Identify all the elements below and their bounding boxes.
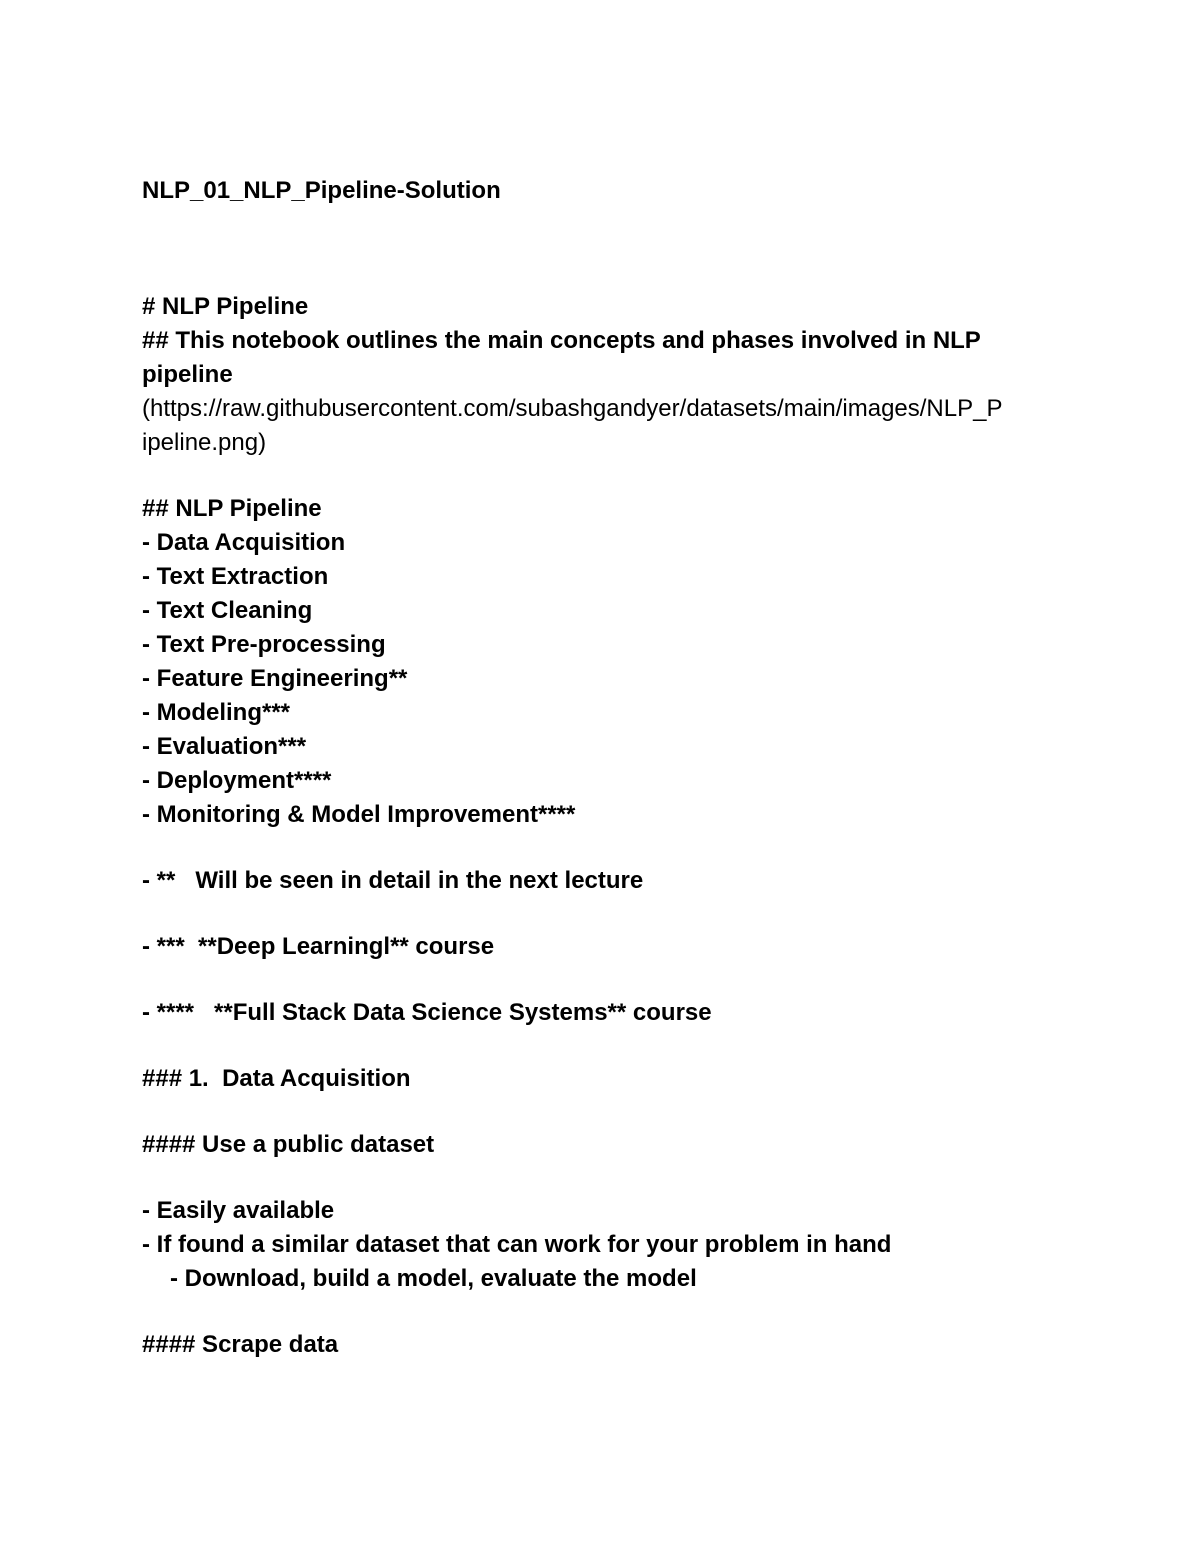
heading-scrape-data: #### Scrape data [142, 1331, 339, 1358]
pipeline-heading: ## NLP Pipeline [142, 495, 322, 522]
pipeline-step: - Deployment**** [142, 767, 332, 794]
pipeline-step-list [142, 526, 1062, 832]
public-dataset-point: - Easily available [142, 1197, 335, 1224]
heading-public-dataset: #### Use a public dataset [142, 1131, 435, 1158]
pipeline-step: - Feature Engineering** [142, 665, 408, 692]
document-body [142, 174, 1062, 1362]
note-feature-engineering: - ** Will be seen in detail in the next lecture [142, 867, 644, 894]
image-link-line-2: ipeline.png) [142, 429, 267, 456]
pipeline-step: - Evaluation*** [142, 733, 307, 760]
pipeline-step: - Text Extraction [142, 563, 329, 590]
pipeline-step: - Data Acquisition [142, 529, 346, 556]
image-link-line-1: (https://raw.githubusercontent.com/subashgandyer/datasets/main/images/NLP_P [142, 395, 1003, 422]
heading-nlp-pipeline: # NLP Pipeline [142, 293, 309, 320]
pipeline-step: - Monitoring & Model Improvement**** [142, 801, 576, 828]
pipeline-step: - Text Cleaning [142, 597, 313, 624]
pipeline-step: - Modeling*** [142, 699, 290, 726]
note-full-stack: - **** **Full Stack Data Science Systems** course [142, 999, 712, 1026]
document-title: NLP_01_NLP_Pipeline-Solution [142, 177, 501, 204]
heading-data-acquisition: ### 1. Data Acquisition [142, 1065, 411, 1092]
public-dataset-subpoint: - Download, build a model, evaluate the model [170, 1265, 697, 1292]
pipeline-step: - Text Pre-processing [142, 631, 386, 658]
public-dataset-point: - If found a similar dataset that can work for your problem in hand [142, 1231, 892, 1258]
note-deep-learning: - *** **Deep Learningl** course [142, 933, 495, 960]
intro-heading: ## This notebook outlines the main concepts and phases involved in NLP pipeline [142, 327, 981, 388]
